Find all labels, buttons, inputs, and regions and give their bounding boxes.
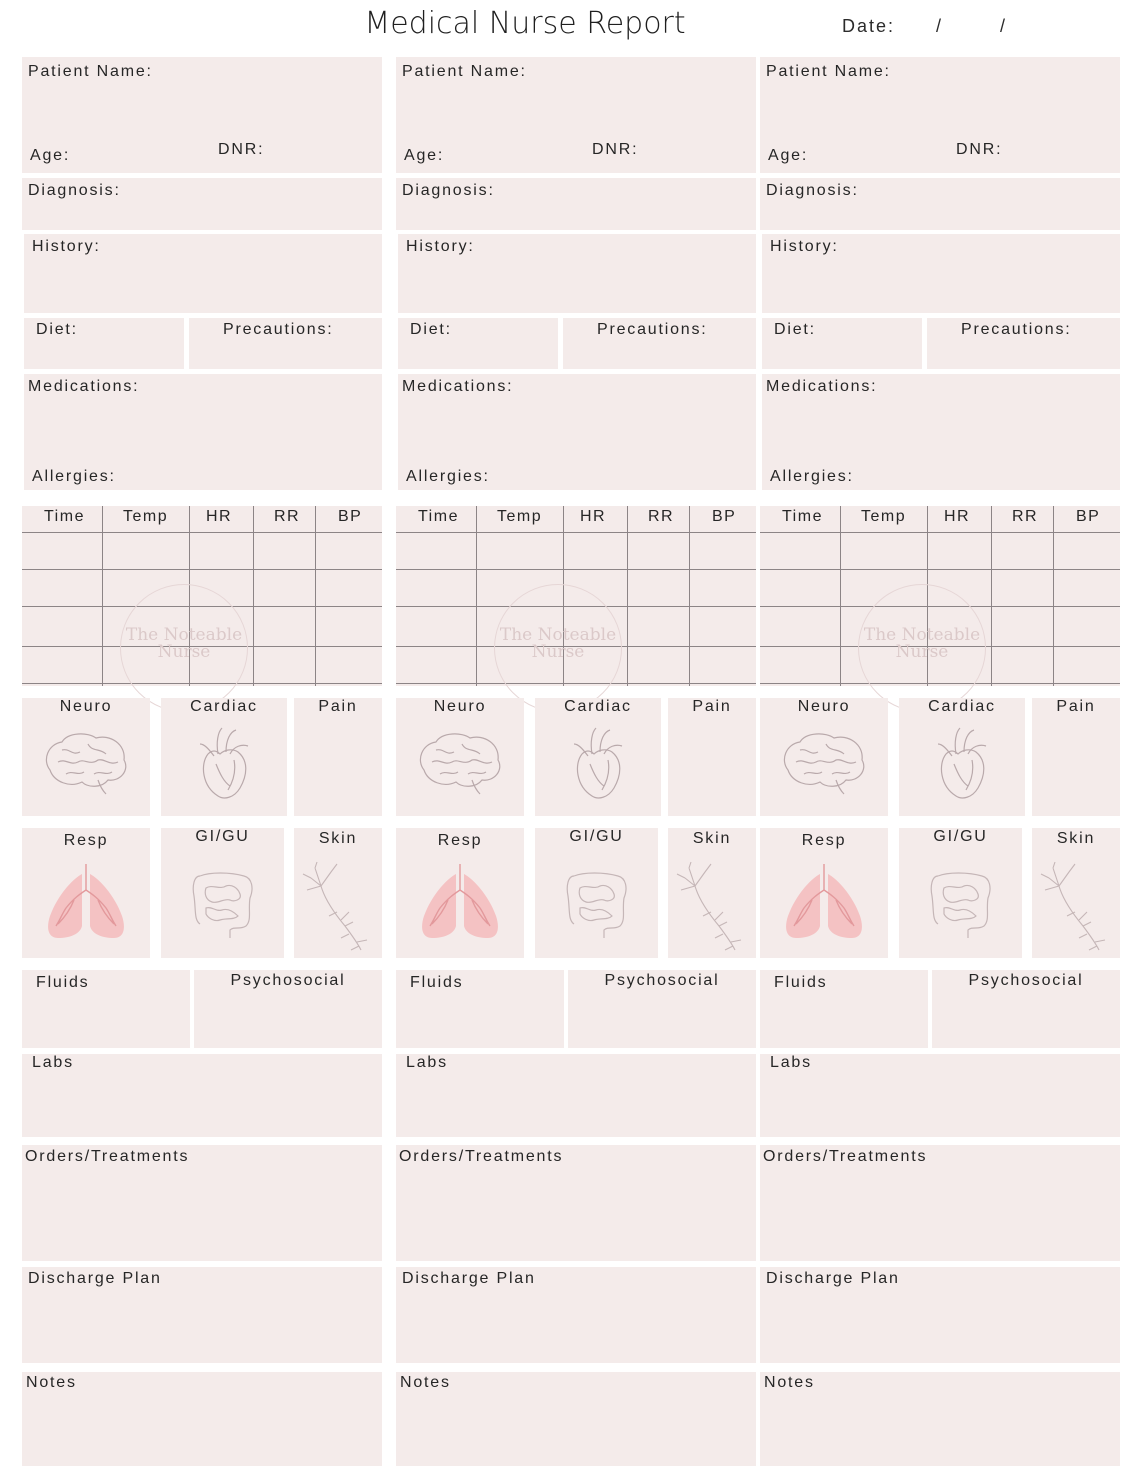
grid-line [102,506,103,686]
grid-line [476,506,477,686]
pain-label: Pain [318,698,358,715]
psychosocial-box[interactable] [568,970,756,1048]
fluids-label: Fluids [36,974,90,991]
vitals-header: Time [782,508,823,525]
diagnosis-box[interactable] [760,178,1120,230]
vitals-header: Temp [123,508,169,525]
vitals-header: Temp [861,508,907,525]
pain-box[interactable] [294,698,382,816]
watermark-text: The Noteable [499,625,617,645]
labs-box[interactable] [760,1054,1120,1137]
diagnosis-label: Diagnosis: [766,182,859,199]
medications-box[interactable] [762,374,1120,490]
precautions-label: Precautions: [223,321,334,338]
age-label: Age: [768,147,809,164]
vitals-header: Time [418,508,459,525]
diet-box[interactable] [24,318,184,369]
discharge-plan-label: Discharge Plan [28,1270,162,1287]
grid-line [22,569,382,570]
lungs-icon [44,864,128,942]
diet-box[interactable] [762,318,922,369]
grid-line [396,569,756,570]
precautions-label: Precautions: [961,321,1072,338]
skin-label: Skin [1056,830,1096,847]
vitals-header: HR [206,508,233,525]
cardiac-label: Cardiac [190,698,258,715]
watermark-text: Nurse [531,642,585,662]
notes-label: Notes [764,1374,815,1391]
vitals-header: HR [944,508,971,525]
diet-label: Diet: [410,321,452,338]
age-label: Age: [30,147,71,164]
allergies-label: Allergies: [770,468,854,485]
pain-label: Pain [1056,698,1096,715]
neuro-box[interactable] [760,698,888,816]
orders-treatments-label: Orders/Treatments [763,1148,928,1165]
watermark-text: Nurse [895,642,949,662]
vital-signs-table[interactable] [760,506,1120,686]
vitals-header: RR [648,508,675,525]
grid-line [760,532,1120,533]
grid-line [1053,506,1054,686]
diet-box[interactable] [398,318,558,369]
diagnosis-box[interactable] [22,178,382,230]
medications-label: Medications: [28,378,140,395]
intestines-icon [928,866,994,938]
discharge-plan-box[interactable] [760,1267,1120,1363]
orders-treatments-label: Orders/Treatments [25,1148,190,1165]
cardiac-box[interactable] [535,698,661,816]
precautions-box[interactable] [927,318,1120,369]
vitals-header: BP [712,508,737,525]
psychosocial-box[interactable] [932,970,1120,1048]
diagnosis-label: Diagnosis: [28,182,121,199]
grid-line [991,506,992,686]
vitals-header: Temp [497,508,543,525]
gi-gu-label: GI/GU [569,828,624,845]
neuro-label: Neuro [797,698,851,715]
fluids-box[interactable] [22,970,190,1048]
medications-box[interactable] [24,374,382,490]
skin-label: Skin [692,830,732,847]
date-field[interactable] [842,16,1008,37]
intestines-icon [564,866,630,938]
cardiac-label: Cardiac [564,698,632,715]
patient-name-label: Patient Name: [28,63,153,80]
grid-line [840,506,841,686]
resp-box[interactable] [396,828,524,958]
history-box[interactable] [762,234,1120,313]
pain-box[interactable] [668,698,756,816]
resp-label: Resp [801,832,847,849]
vitals-header: BP [338,508,363,525]
vitals-header: HR [580,508,607,525]
lungs-icon [782,864,866,942]
fluids-box[interactable] [396,970,564,1048]
lungs-icon [418,864,502,942]
labs-box[interactable] [22,1054,382,1137]
fluids-box[interactable] [760,970,928,1048]
labs-label: Labs [32,1054,74,1071]
neuro-label: Neuro [433,698,487,715]
fluids-label: Fluids [410,974,464,991]
watermark-logo [858,584,986,712]
diagnosis-label: Diagnosis: [402,182,495,199]
pain-label: Pain [692,698,732,715]
vital-signs-table[interactable] [396,506,756,686]
patient-info-box[interactable] [760,57,1120,173]
patient-name-label: Patient Name: [402,63,527,80]
date-separator: / [936,16,944,36]
precautions-box[interactable] [189,318,382,369]
watermark-text: The Noteable [863,625,981,645]
history-box[interactable] [24,234,382,313]
patient-info-box[interactable] [396,57,756,173]
brain-icon [40,730,132,796]
grid-line [396,532,756,533]
cardiac-label: Cardiac [928,698,996,715]
diet-label: Diet: [36,321,78,338]
labs-label: Labs [770,1054,812,1071]
notes-box[interactable] [760,1372,1120,1466]
vital-signs-table[interactable] [22,506,382,686]
notes-box[interactable] [396,1372,756,1466]
discharge-plan-label: Discharge Plan [402,1270,536,1287]
brain-icon [414,730,506,796]
grid-line [760,569,1120,570]
psychosocial-label: Psychosocial [968,972,1084,989]
notes-box[interactable] [22,1372,382,1466]
heart-icon [194,724,254,804]
nerve-icon [675,860,749,952]
history-label: History: [770,238,839,255]
gi-gu-box[interactable] [535,828,658,958]
gi-gu-box[interactable] [161,828,284,958]
orders-treatments-box[interactable] [396,1145,756,1261]
allergies-label: Allergies: [32,468,116,485]
grid-line [315,506,316,686]
vitals-header: RR [274,508,301,525]
gi-gu-label: GI/GU [933,828,988,845]
watermark-logo [120,584,248,712]
history-label: History: [32,238,101,255]
orders-treatments-box[interactable] [22,1145,382,1261]
date-separator: / [1000,16,1008,36]
grid-line [253,506,254,686]
watermark-text: Nurse [157,642,211,662]
resp-label: Resp [437,832,483,849]
nerve-icon [1039,860,1113,952]
dnr-label: DNR: [592,141,639,158]
heart-icon [568,724,628,804]
orders-treatments-label: Orders/Treatments [399,1148,564,1165]
history-box[interactable] [398,234,756,313]
neuro-box[interactable] [396,698,524,816]
patient-name-label: Patient Name: [766,63,891,80]
pain-box[interactable] [1032,698,1120,816]
medications-label: Medications: [402,378,514,395]
neuro-box[interactable] [22,698,150,816]
allergies-label: Allergies: [406,468,490,485]
skin-box[interactable] [294,828,382,958]
resp-box[interactable] [22,828,150,958]
discharge-plan-box[interactable] [22,1267,382,1363]
age-label: Age: [404,147,445,164]
labs-box[interactable] [396,1054,756,1137]
diet-label: Diet: [774,321,816,338]
notes-label: Notes [26,1374,77,1391]
watermark-logo [494,584,622,712]
vitals-header: Time [44,508,85,525]
watermark-text: The Noteable [125,625,243,645]
psychosocial-label: Psychosocial [604,972,720,989]
orders-treatments-box[interactable] [760,1145,1120,1261]
intestines-icon [190,866,256,938]
gi-gu-box[interactable] [899,828,1022,958]
psychosocial-box[interactable] [194,970,382,1048]
date-label: Date: [842,16,896,36]
fluids-label: Fluids [774,974,828,991]
medications-box[interactable] [398,374,756,490]
skin-label: Skin [318,830,358,847]
psychosocial-label: Psychosocial [230,972,346,989]
page-title: Medical Nurse Report [364,6,686,41]
vitals-header: RR [1012,508,1039,525]
resp-box[interactable] [760,828,888,958]
nerve-icon [301,860,375,952]
patient-info-box[interactable] [22,57,382,173]
resp-label: Resp [63,832,109,849]
dnr-label: DNR: [218,141,265,158]
grid-line [689,506,690,686]
medications-label: Medications: [766,378,878,395]
heart-icon [932,724,992,804]
skin-box[interactable] [1032,828,1120,958]
diagnosis-box[interactable] [396,178,756,230]
skin-box[interactable] [668,828,756,958]
grid-line [22,532,382,533]
discharge-plan-label: Discharge Plan [766,1270,900,1287]
discharge-plan-box[interactable] [396,1267,756,1363]
dnr-label: DNR: [956,141,1003,158]
precautions-box[interactable] [563,318,756,369]
neuro-label: Neuro [59,698,113,715]
grid-line [627,506,628,686]
cardiac-box[interactable] [161,698,287,816]
history-label: History: [406,238,475,255]
precautions-label: Precautions: [597,321,708,338]
cardiac-box[interactable] [899,698,1025,816]
brain-icon [778,730,870,796]
labs-label: Labs [406,1054,448,1071]
vitals-header: BP [1076,508,1101,525]
notes-label: Notes [400,1374,451,1391]
gi-gu-label: GI/GU [195,828,250,845]
